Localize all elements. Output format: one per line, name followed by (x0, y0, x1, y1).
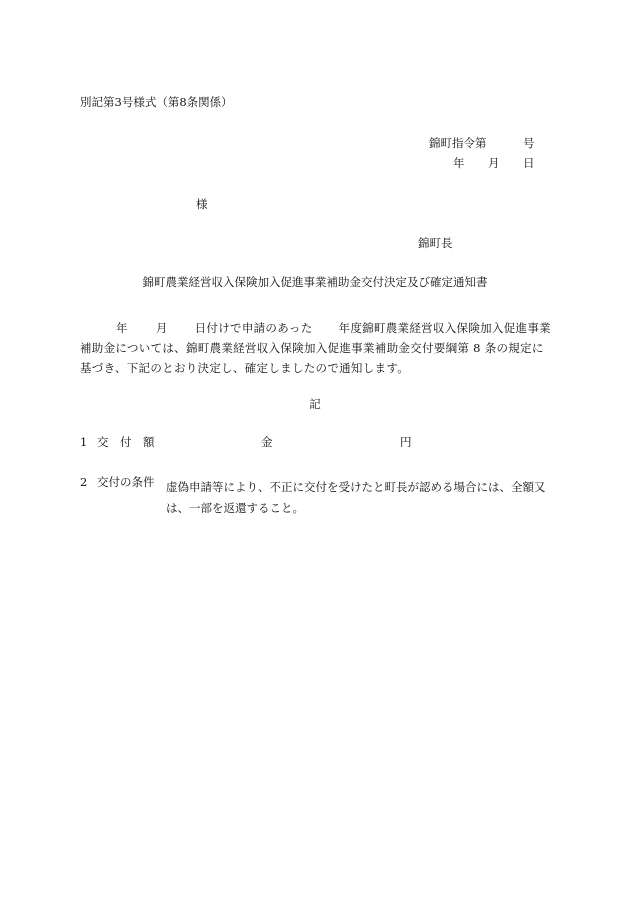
ki-heading: 記 (309, 397, 321, 411)
notice-number-prefix: 錦町指令第 (429, 136, 487, 150)
body-month: 月 (155, 321, 168, 335)
body-applied-text: 日付けで申請のあった (194, 321, 313, 335)
document-title: 錦町農業経営収入保険加入促進事業補助金交付決定及び確定通知書 (142, 275, 488, 289)
item-1-label: 交 付 額 (97, 435, 155, 449)
body-paragraph (80, 318, 554, 378)
item-1-yen: 円 (400, 435, 412, 449)
notice-number-suffix: 号 (523, 136, 535, 150)
body-fiscal-text: 年度錦町農業経営収入保険加入促進事業補助金については、錦町農業経営収入保険加入促進事業補助金交付要綱第 8 条の規定に基づき、下記のとおり決定し、確定しましたので通知します。 (80, 321, 551, 375)
item-2-text: 虚偽申請等により、不正に交付を受けたと町長が認める場合には、全額又は、一部を返還すること。 (166, 480, 546, 515)
body-year: 年 (116, 321, 128, 335)
item-2-label: 交付の条件 (97, 475, 155, 489)
item-1-number: 1 (80, 435, 88, 449)
date-day: 日 (523, 156, 535, 170)
issuer: 錦町長 (418, 236, 453, 250)
date-month: 月 (488, 156, 500, 170)
item-1-kin: 金 (261, 435, 273, 449)
form-header: 別記第3号様式（第8条関係） (80, 95, 233, 109)
addressee-suffix: 様 (196, 197, 208, 211)
item-2-number: 2 (80, 475, 88, 489)
date-year: 年 (453, 156, 465, 170)
